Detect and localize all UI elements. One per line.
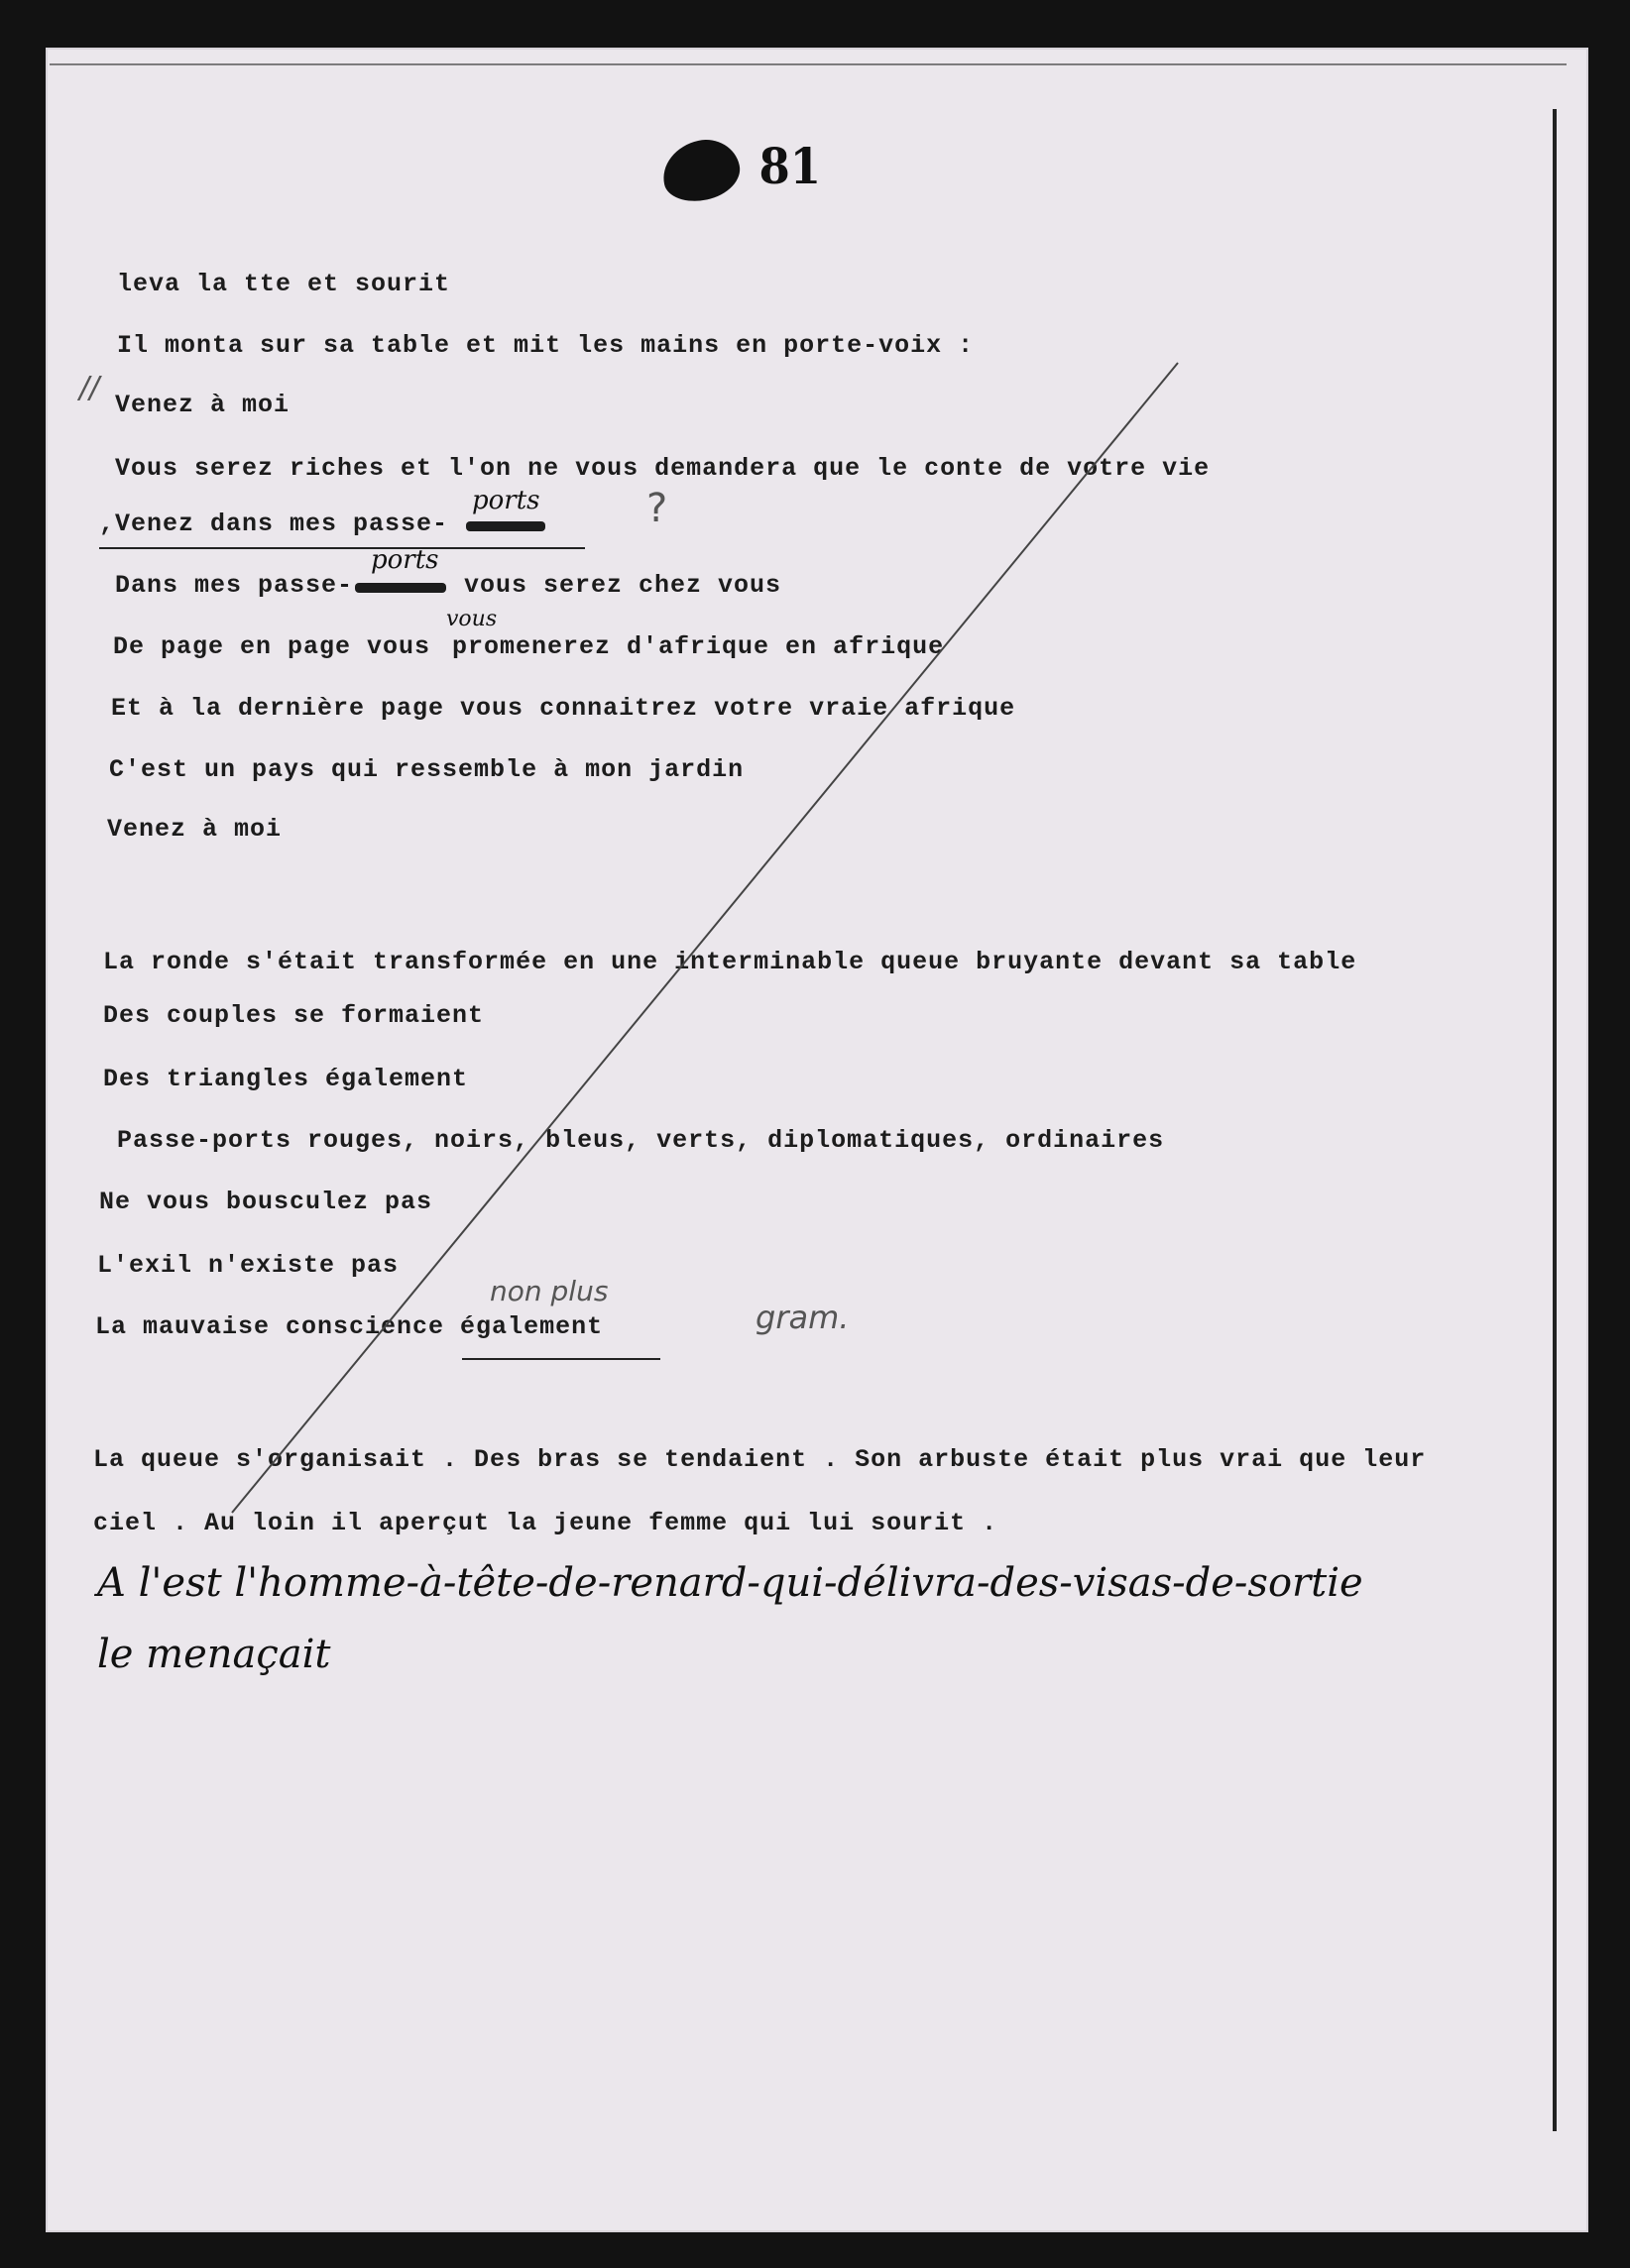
margin-mark: //	[79, 371, 100, 405]
text-line: Ne vous bousculez pas	[99, 1188, 433, 1216]
handwritten-correction: ports	[371, 545, 439, 575]
text-line: Des couples se formaient	[103, 1001, 485, 1030]
text-line: La ronde s'était transformée en une interminable queue bruyante devant sa table	[103, 948, 1357, 976]
text-line: Des triangles également	[103, 1065, 469, 1093]
text-line: Et à la dernière page vous connaitrez votre vraie afrique	[111, 694, 1016, 723]
text-line: vous serez chez vous	[464, 571, 782, 600]
text-line: leva la tte et sourit	[117, 270, 451, 298]
text-line: L'exil n'existe pas	[97, 1251, 400, 1280]
text-line: La queue s'organisait . Des bras se tendaient . Son arbuste était plus vrai que leur	[93, 1445, 1427, 1474]
text-line: Dans mes passe-	[115, 571, 354, 600]
handwritten-addition: A l'est l'homme-à-tête-de-renard-qui-délivra-des-visas-de-sortie	[97, 1560, 1363, 1606]
pencil-annotation: non plus	[490, 1275, 609, 1307]
text-line: promenerez d'afrique en afrique	[452, 632, 945, 661]
page-number: 81	[758, 137, 822, 195]
text-line: Il monta sur sa table et mit les mains en porte-voix :	[117, 331, 975, 360]
text-line: Venez à moi	[107, 815, 283, 844]
pencil-annotation: gram.	[756, 1299, 850, 1336]
text-line: Venez à moi	[115, 391, 291, 419]
text-line: De page en page vous	[113, 632, 431, 661]
text-line: La mauvaise conscience également	[95, 1312, 604, 1341]
handwritten-insertion: vous	[446, 607, 498, 631]
pencil-question-mark: ?	[646, 486, 668, 531]
handwritten-correction: ports	[472, 486, 540, 515]
text-line: Vous serez riches et l'on ne vous demandera que le conte de votre vie	[115, 454, 1211, 483]
text-line: Passe-ports rouges, noirs, bleus, verts, diplomatiques, ordinaires	[117, 1126, 1165, 1155]
text-line: ciel . Au loin il aperçut la jeune femme qui lui sourit .	[93, 1509, 998, 1537]
text-line: C'est un pays qui ressemble à mon jardin	[109, 755, 745, 784]
handwritten-addition: le menaçait	[97, 1632, 331, 1677]
text-line: ,Venez dans mes passe-	[99, 510, 449, 538]
